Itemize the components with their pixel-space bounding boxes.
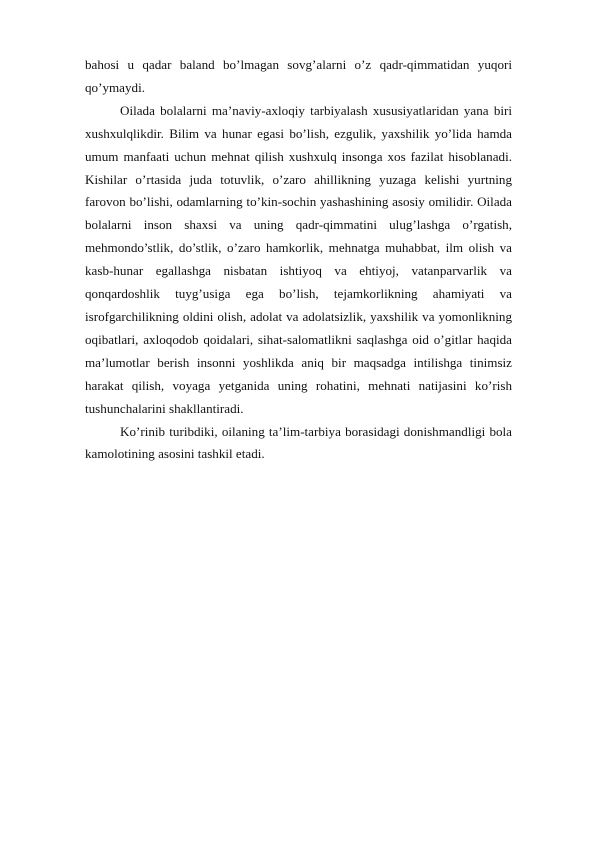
paragraph-3: Ko’rinib turibdiki, oilaning ta’lim-tarbiya borasidagi donishmandligi bola kamolotining asosini tashkil etadi. — [85, 423, 512, 462]
paragraph-1: bahosi u qadar baland bo’lmagan sovg’alarni o’z qadr-qimmatidan yuqori qo’ymaydi. — [85, 57, 512, 95]
body-text — [85, 54, 512, 466]
paragraph-2: Oilada bolalarni ma’naviy-axloqiy tarbiyalash xususiyatlaridan yana biri xushxulqlikdir. Bilim va hunar egasi bo’lish, ezgulik, yaxshilik yo’lida hamda umum manfaati uchun mehnat qilish xushxulq insonga xos fazilat hisoblanadi. Kishilar o’rtasida juda totuvlik, o’zaro ahillikning yuzaga kelishi yurtning farovon bo’lishi, odamlarning to’kin-sochin yashashining asosiy omilidir. Oilada bolalarni inson shaxsi va uning qadr-qimmatini ulug’lashga o’rgatish, mehmondo’stlik, do’stlik, o’zaro hamkorlik, mehnatga muhabbat, ilm olish va kasb-hunar egallashga nisbatan ishtiyoq va ehtiyoj, vatanparvarlik va qonqardoshlik tuyg’usiga ega bo’lish, tejamkorlikning ahamiyati va isrofgarchilikning oldini olish, adolat va adolatsizlik, yaxshilik va yomonlikning oqibatlari, axloqodob qoidalari, sihat-salomatlikni saqlashga oid o’gitlar haqida ma’lumotlar berish insonni yoshlikda aniq bir maqsadga intilishga tinimsiz harakat qilish, voyaga yetganida uning rohatini, mehnati natijasini ko’rish tushunchalarini shakllantiradi. — [85, 102, 512, 416]
